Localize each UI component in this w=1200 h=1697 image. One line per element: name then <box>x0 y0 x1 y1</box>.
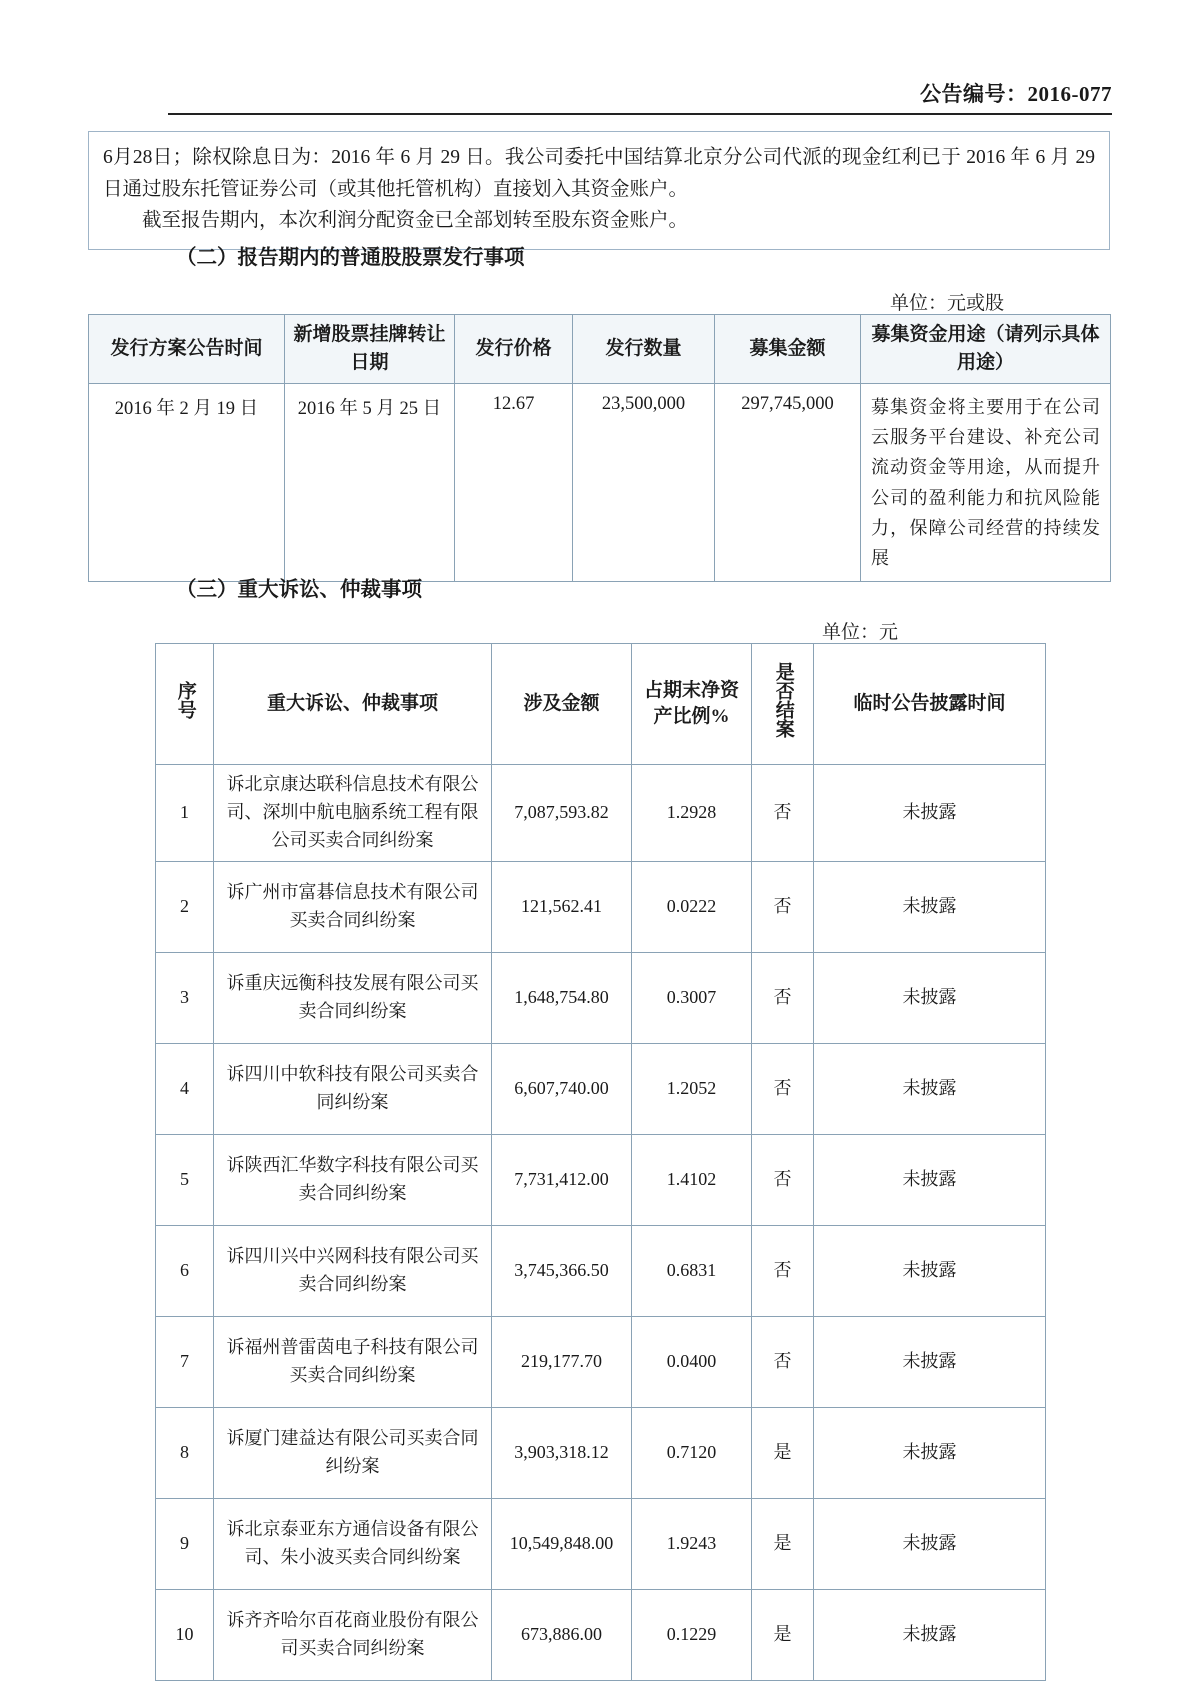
cell-serial-no: 6 <box>156 1225 214 1316</box>
cell-disclosure: 未披露 <box>814 765 1046 862</box>
table-row <box>156 1043 1046 1134</box>
cell-disclosure: 未披露 <box>814 1225 1046 1316</box>
cell-ratio: 0.0222 <box>632 861 752 952</box>
cell-closed: 是 <box>752 1498 814 1589</box>
cell-ratio: 1.2928 <box>632 765 752 862</box>
cell-closed: 否 <box>752 952 814 1043</box>
cell-amount: 10,549,848.00 <box>492 1498 632 1589</box>
cell-use-of-proceeds: 募集资金将主要用于在公司云服务平台建设、补充公司流动资金等用途，从而提升公司的盈利能力和抗风险能力，保障公司经营的持续发展 <box>861 384 1111 582</box>
table-row <box>89 384 1111 582</box>
header-issue-price: 发行价格 <box>455 315 573 384</box>
cell-litigation-matter: 诉四川兴中兴网科技有限公司买卖合同纠纷案 <box>214 1225 492 1316</box>
cell-ratio: 0.3007 <box>632 952 752 1043</box>
cell-ratio: 0.1229 <box>632 1589 752 1680</box>
cell-ratio: 0.7120 <box>632 1407 752 1498</box>
table-row <box>156 765 1046 862</box>
dividend-note-paragraph-2: 截至报告期内，本次利润分配资金已全部划转至股东资金账户。 <box>142 210 689 232</box>
cell-ratio: 1.9243 <box>632 1498 752 1589</box>
table-header-row <box>89 315 1111 384</box>
cell-amount: 7,731,412.00 <box>492 1134 632 1225</box>
cell-serial-no: 5 <box>156 1134 214 1225</box>
unit-label-issuance: 单位：元或股 <box>889 293 1004 314</box>
cell-disclosure: 未披露 <box>814 1134 1046 1225</box>
header-raised-amount: 募集金额 <box>715 315 861 384</box>
cell-ratio: 1.2052 <box>632 1043 752 1134</box>
cell-litigation-matter: 诉北京康达联科信息技术有限公司、深圳中航电脑系统工程有限公司买卖合同纠纷案 <box>214 765 492 862</box>
cell-amount: 1,648,754.80 <box>492 952 632 1043</box>
cell-serial-no: 7 <box>156 1316 214 1407</box>
table-row <box>156 952 1046 1043</box>
cell-amount: 6,607,740.00 <box>492 1043 632 1134</box>
table-row <box>156 1316 1046 1407</box>
cell-disclosure: 未披露 <box>814 861 1046 952</box>
cell-closed: 否 <box>752 861 814 952</box>
table-row <box>156 1589 1046 1680</box>
cell-litigation-matter: 诉四川中软科技有限公司买卖合同纠纷案 <box>214 1043 492 1134</box>
table-row <box>156 1498 1046 1589</box>
cell-ratio: 0.6831 <box>632 1225 752 1316</box>
header-disclosure-time: 临时公告披露时间 <box>814 644 1046 765</box>
cell-disclosure: 未披露 <box>814 1043 1046 1134</box>
cell-disclosure: 未披露 <box>814 1589 1046 1680</box>
header-case-closed-text: 是否结案 <box>772 662 794 739</box>
cell-listing-date: 2016 年 5 月 25 日 <box>285 384 455 582</box>
header-case-closed <box>752 644 814 765</box>
cell-amount: 673,886.00 <box>492 1589 632 1680</box>
cell-litigation-matter: 诉福州普雷茵电子科技有限公司买卖合同纠纷案 <box>214 1316 492 1407</box>
cell-issue-price: 12.67 <box>455 384 573 582</box>
cell-litigation-matter: 诉北京泰亚东方通信设备有限公司、朱小波买卖合同纠纷案 <box>214 1498 492 1589</box>
cell-closed: 是 <box>752 1589 814 1680</box>
cell-plan-announce-date: 2016 年 2 月 19 日 <box>89 384 285 582</box>
header-listing-date: 新增股票挂牌转让日期 <box>285 315 455 384</box>
cell-closed: 否 <box>752 1225 814 1316</box>
cell-serial-no: 4 <box>156 1043 214 1134</box>
cell-raised-amount: 297,745,000 <box>715 384 861 582</box>
cell-amount: 3,903,318.12 <box>492 1407 632 1498</box>
cell-closed: 是 <box>752 1407 814 1498</box>
table-row <box>156 1407 1046 1498</box>
cell-amount: 121,562.41 <box>492 861 632 952</box>
cell-serial-no: 1 <box>156 765 214 862</box>
cell-litigation-matter: 诉陕西汇华数字科技有限公司买卖合同纠纷案 <box>214 1134 492 1225</box>
share-issuance-table <box>88 314 1111 582</box>
cell-disclosure: 未披露 <box>814 952 1046 1043</box>
cell-ratio: 1.4102 <box>632 1134 752 1225</box>
header-net-asset-ratio: 占期末净资产比例% <box>632 644 752 765</box>
header-serial-no <box>156 644 214 765</box>
table-row <box>156 1225 1046 1316</box>
header-plan-announce-date: 发行方案公告时间 <box>89 315 285 384</box>
header-issue-quantity: 发行数量 <box>573 315 715 384</box>
cell-ratio: 0.0400 <box>632 1316 752 1407</box>
unit-label-litigation: 单位：元 <box>821 622 898 643</box>
cell-closed: 否 <box>752 1134 814 1225</box>
dividend-note-box <box>88 131 1110 250</box>
cell-litigation-matter: 诉广州市富碁信息技术有限公司买卖合同纠纷案 <box>214 861 492 952</box>
table-header-row <box>156 644 1046 765</box>
cell-closed: 否 <box>752 765 814 862</box>
cell-serial-no: 2 <box>156 861 214 952</box>
cell-serial-no: 9 <box>156 1498 214 1589</box>
announcement-number: 公告编号：2016-077 <box>920 82 1112 106</box>
cell-amount: 3,745,366.50 <box>492 1225 632 1316</box>
cell-disclosure: 未披露 <box>814 1498 1046 1589</box>
cell-issue-quantity: 23,500,000 <box>573 384 715 582</box>
litigation-table <box>155 643 1046 1681</box>
header-litigation-matter: 重大诉讼、仲裁事项 <box>214 644 492 765</box>
cell-disclosure: 未披露 <box>814 1316 1046 1407</box>
cell-litigation-matter: 诉厦门建益达有限公司买卖合同纠纷案 <box>214 1407 492 1498</box>
header-serial-no-text: 序号 <box>174 681 196 720</box>
header-divider <box>168 113 1112 115</box>
header-amount-involved: 涉及金额 <box>492 644 632 765</box>
section-title-share-issuance: （二）报告期内的普通股股票发行事项 <box>176 247 525 269</box>
cell-amount: 219,177.70 <box>492 1316 632 1407</box>
cell-disclosure: 未披露 <box>814 1407 1046 1498</box>
dividend-note-paragraph-1: 6月28日；除权除息日为：2016 年 6 月 29 日。我公司委托中国结算北京分公司代派的现金红利已于 2016 年 6 月 29 日通过股东托管证券公司（或其他托管机构）直接划入其资金账户。 <box>103 147 1095 200</box>
cell-closed: 否 <box>752 1316 814 1407</box>
cell-litigation-matter: 诉重庆远衡科技发展有限公司买卖合同纠纷案 <box>214 952 492 1043</box>
section-title-litigation: （三）重大诉讼、仲裁事项 <box>176 579 422 601</box>
table-row <box>156 861 1046 952</box>
cell-serial-no: 10 <box>156 1589 214 1680</box>
litigation-table-body <box>156 765 1046 1681</box>
cell-serial-no: 3 <box>156 952 214 1043</box>
cell-closed: 否 <box>752 1043 814 1134</box>
header-use-of-proceeds: 募集资金用途（请列示具体用途） <box>861 315 1111 384</box>
cell-litigation-matter: 诉齐齐哈尔百花商业股份有限公司买卖合同纠纷案 <box>214 1589 492 1680</box>
cell-serial-no: 8 <box>156 1407 214 1498</box>
cell-amount: 7,087,593.82 <box>492 765 632 862</box>
table-row <box>156 1134 1046 1225</box>
